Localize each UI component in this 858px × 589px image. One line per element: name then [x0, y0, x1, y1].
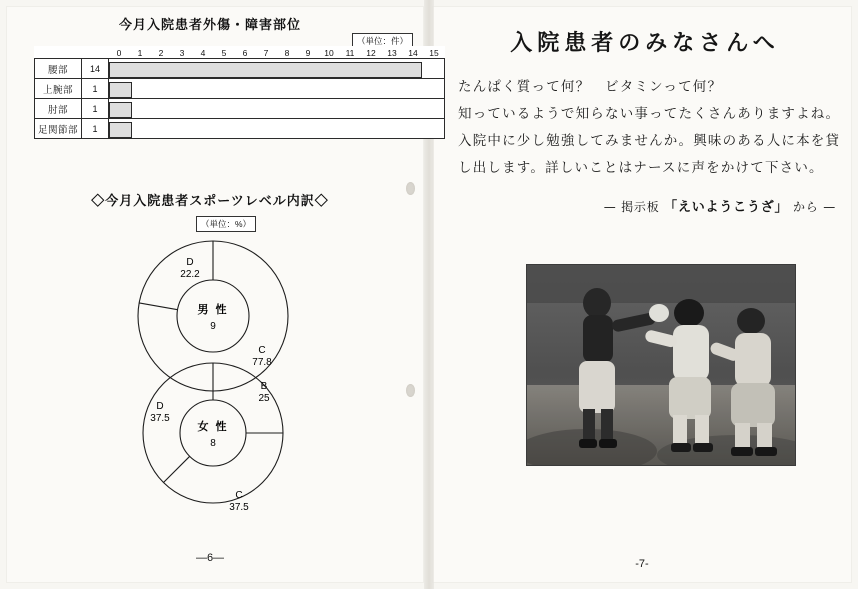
axis-tick: 15 — [429, 48, 439, 58]
table-row — [35, 99, 445, 119]
axis-tick: 7 — [263, 48, 269, 58]
row-label: 腰部 — [35, 59, 82, 79]
female-slice-d-label: D — [156, 401, 164, 412]
row-bar-cell — [109, 119, 445, 139]
row-bar-cell — [109, 59, 445, 79]
page-number-left: —6— — [195, 552, 225, 564]
bar-腰部 — [109, 62, 422, 78]
male-slice-c-value: 77.8 — [252, 357, 272, 368]
axis-tick: 6 — [242, 48, 248, 58]
row-label: 上腕部 — [35, 79, 82, 99]
bar-肘部 — [109, 102, 132, 118]
photo-svg — [527, 265, 795, 465]
page-number-right: -7- — [635, 558, 649, 570]
page-title: 入院患者のみなさんへ — [510, 31, 780, 56]
female-slice-b-label: B — [260, 381, 268, 392]
axis-tick: 11 — [345, 48, 355, 58]
donut-svg — [0, 228, 420, 528]
table-row — [35, 59, 445, 79]
body-line: し出します。詳しいことはナースに声をかけて下さい。 — [458, 160, 824, 176]
body-line: たんぱく質って何？ ビタミンって何？ — [458, 79, 723, 95]
axis-tick: 12 — [366, 48, 376, 58]
row-bar-cell — [109, 99, 445, 119]
row-value: 1 — [82, 119, 109, 139]
bar-足関節部 — [109, 122, 132, 138]
chart2-title: ◇今月入院患者スポーツレベル内訳◇ — [91, 193, 329, 208]
axis-tick: 13 — [387, 48, 397, 58]
chart1-unit-label: （単位：件） — [352, 33, 413, 49]
credit-suffix: から — — [792, 200, 836, 214]
row-value: 1 — [82, 99, 109, 119]
baseball-photo — [526, 264, 796, 466]
male-center-value: 9 — [210, 321, 216, 332]
body-line: 知っているようで知らない事ってたくさんありますよね。 — [458, 106, 841, 122]
female-center-value: 8 — [210, 438, 216, 449]
male-slice-d-value: 22.2 — [180, 269, 200, 280]
table-row — [35, 119, 445, 139]
axis-tick: 1 — [137, 48, 143, 58]
male-slice-d-label: D — [186, 257, 194, 268]
male-center-label: 男 性 — [197, 304, 229, 316]
row-label: 肘部 — [35, 99, 82, 119]
axis-tick: 3 — [179, 48, 185, 58]
female-slice-b-value: 25 — [258, 393, 270, 404]
credit-source: 「えいようこうざ」 — [664, 200, 789, 215]
axis-tick: 9 — [305, 48, 311, 58]
binder-hole-icon — [406, 182, 415, 195]
female-slice-d-value: 37.5 — [150, 413, 170, 424]
axis-tick: 5 — [221, 48, 227, 58]
male-slice-c-label: C — [258, 345, 266, 356]
female-slice-c-value: 37.5 — [229, 502, 249, 513]
female-slice-c-label: C — [235, 490, 243, 501]
article-body — [458, 74, 841, 182]
chart2-unit-label: （単位：%） — [196, 216, 256, 232]
row-value: 1 — [82, 79, 109, 99]
axis-tick: 8 — [284, 48, 290, 58]
article-credit — [458, 196, 836, 215]
axis-tick: 10 — [324, 48, 334, 58]
donut-female — [143, 363, 283, 513]
axis-tick: 14 — [408, 48, 418, 58]
row-value: 14 — [82, 59, 109, 79]
axis-tick: 0 — [116, 48, 122, 58]
row-label: 足関節部 — [35, 119, 82, 139]
chart1-title: 今月入院患者外傷・障害部位 — [118, 17, 301, 32]
chart2-donut-charts — [0, 228, 420, 528]
bar-上腕部 — [109, 82, 132, 98]
credit-prefix: — 掲示板 — [603, 200, 660, 214]
axis-tick: 4 — [200, 48, 206, 58]
table-row — [35, 79, 445, 99]
chart1-bar-table — [34, 46, 445, 139]
row-bar-cell — [109, 79, 445, 99]
body-line: 入院中に少し勉強してみませんか。興味のある人に本を貸 — [458, 133, 841, 149]
axis-tick: 2 — [158, 48, 164, 58]
female-center-label: 女 性 — [197, 421, 229, 433]
chart1-axis-row — [35, 46, 445, 59]
